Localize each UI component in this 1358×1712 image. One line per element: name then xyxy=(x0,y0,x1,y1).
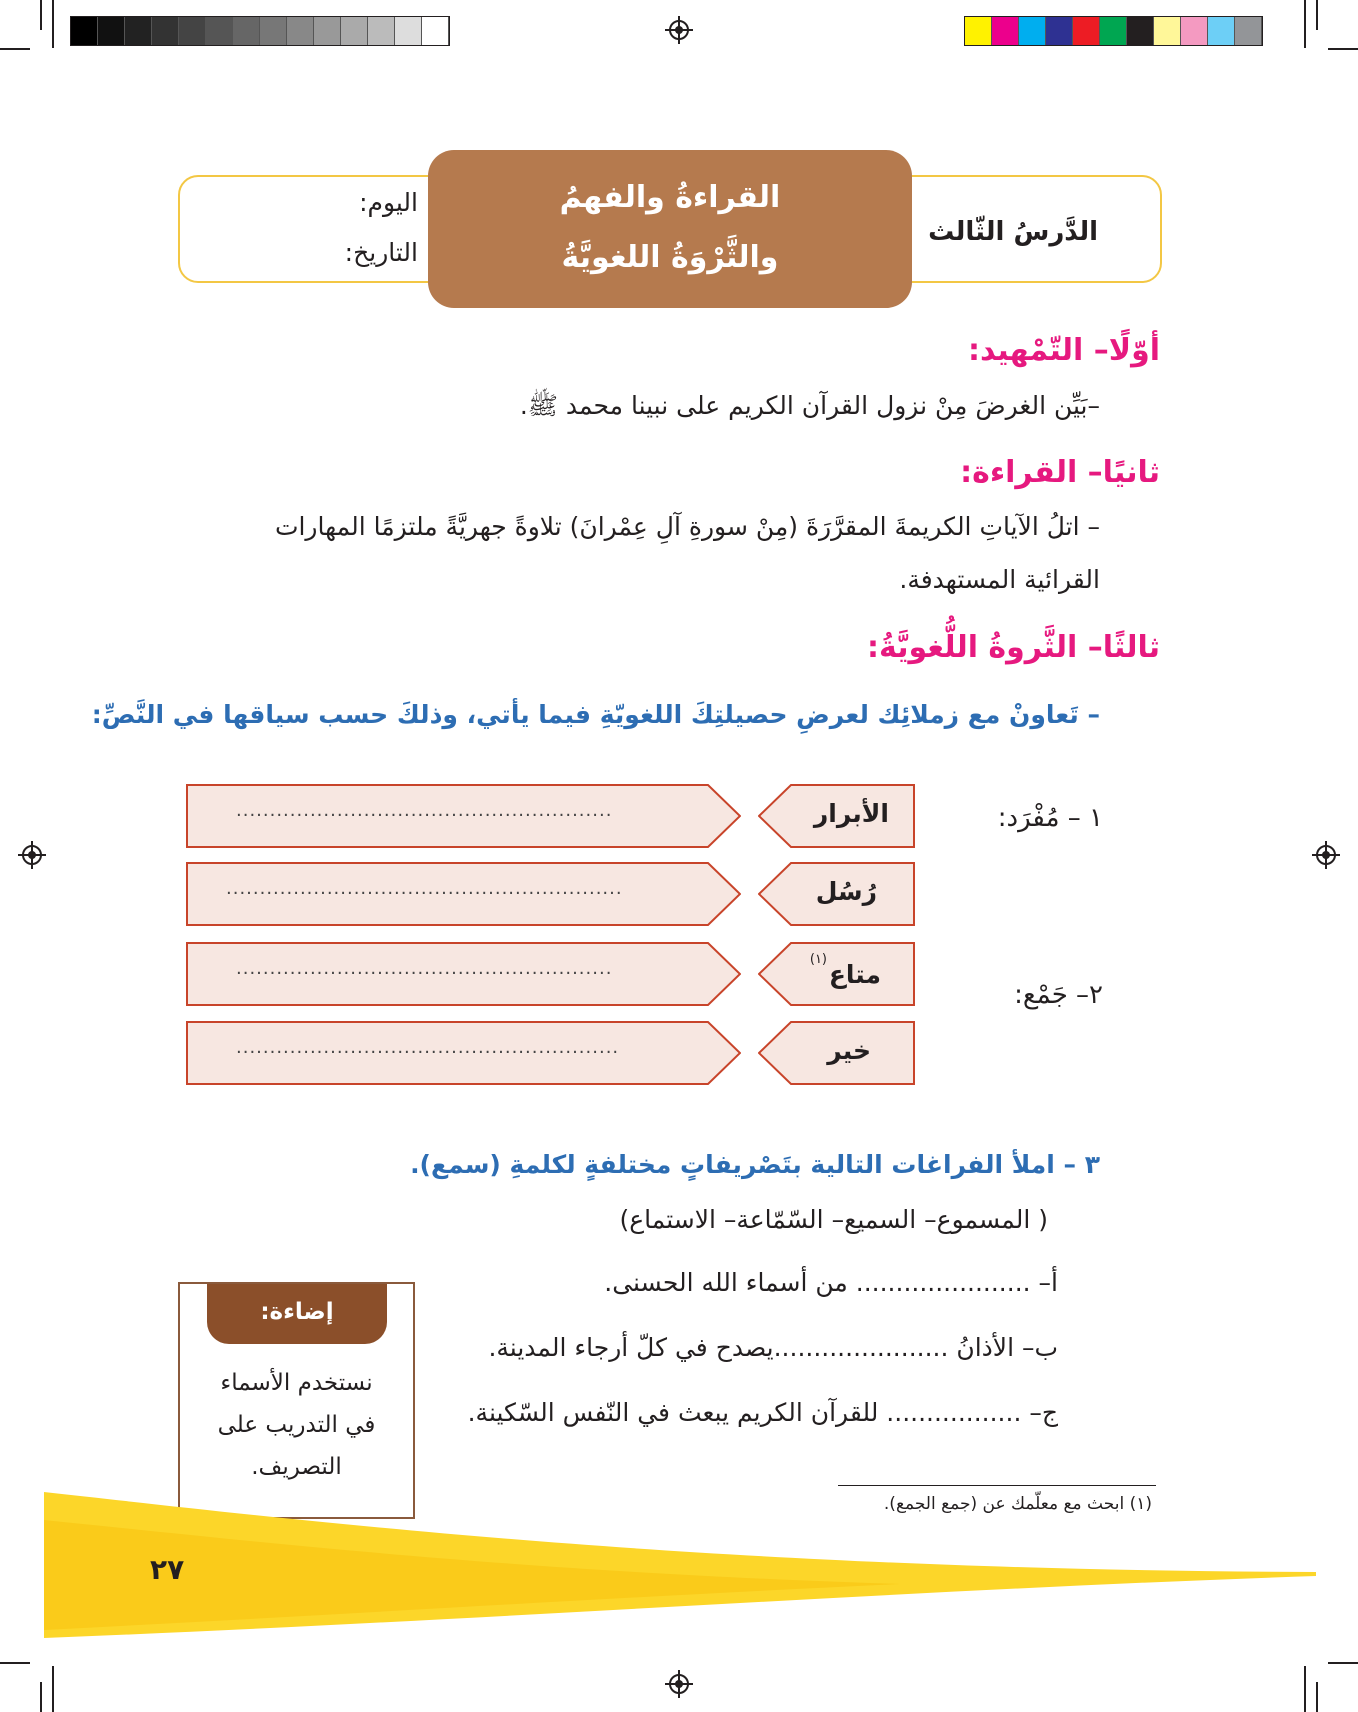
date-label: التاريخ: xyxy=(344,238,418,267)
section-heading-intro: أوّلًا– التّمْهيد: xyxy=(968,333,1160,368)
answer-field[interactable] xyxy=(186,862,741,926)
answer-field[interactable] xyxy=(186,1021,741,1085)
footer-decoration xyxy=(0,1480,1358,1650)
word-text: رُسُل xyxy=(815,877,877,906)
grayscale-bar xyxy=(70,16,450,46)
answer-field[interactable] xyxy=(186,942,741,1006)
word-tag xyxy=(758,942,915,1006)
color-bar xyxy=(964,16,1263,46)
answer-field[interactable] xyxy=(186,784,741,848)
info-box-text xyxy=(180,1362,413,1488)
intro-question: –بَيِّن الغرضَ مِنْ نزول القرآن الكريم على نبينا محمد ﷺ. xyxy=(519,391,1100,420)
answer-dots: ........................................................... xyxy=(226,878,623,899)
reading-text-line2: القرائية المستهدفة. xyxy=(899,565,1100,594)
word-tag xyxy=(758,1021,915,1085)
singular-label: ١ – مُفْرَد: xyxy=(997,803,1103,833)
exercise-3-heading: ٣ – املأ الفراغات التالية بتَصْريفاتٍ مختلفةٍ لكلمةِ (سمع). xyxy=(410,1150,1100,1179)
answer-dots: ......................................................... xyxy=(236,1037,620,1058)
word-text: الأبرار xyxy=(813,799,889,828)
info-box-title: إضاءة: xyxy=(207,1284,387,1344)
registration-mark-left xyxy=(22,845,42,865)
word-tag xyxy=(758,784,915,848)
vocabulary-instruction: – تَعاونْ مع زملائِك لعرضِ حصيلتِكَ اللغويّةِ فيما يأتي، وذلكَ حسب سياقها في النَّصِّ: xyxy=(91,700,1100,729)
answer-dots: ........................................................ xyxy=(236,958,613,979)
info-line: في التدريب على xyxy=(217,1412,376,1438)
reading-text-line1: – اتلُ الآياتِ الكريمةَ المقرَّرَةَ (مِنْ سورةِ آلِ عِمْرانَ) تلاوةً جهريَّةً ملتزمًا المهارات xyxy=(274,512,1100,541)
footnote-marker: (١) xyxy=(809,952,827,967)
footnote: (١) ابحث مع معلّمك عن (جمع الجمع). xyxy=(883,1494,1152,1514)
word-tag xyxy=(758,862,915,926)
day-label: اليوم: xyxy=(359,188,418,217)
word-text: متاع xyxy=(828,960,881,989)
word-text: خير xyxy=(827,1036,871,1065)
section-heading-reading: ثانيًا– القراءة: xyxy=(960,455,1160,490)
lesson-title-line1: القراءةُ والفهمُ xyxy=(559,180,781,215)
exercise-3-item-a: أ– ...................... من أسماء الله الحسنى. xyxy=(604,1268,1058,1297)
lesson-title-banner xyxy=(428,150,912,308)
section-heading-vocabulary: ثالثًا– الثَّروةُ اللُّغويَّةُ: xyxy=(867,630,1160,665)
lesson-number: الدَّرسُ الثّالث xyxy=(928,217,1098,247)
lesson-title-line2: والثَّرْوَةُ اللغويَّةُ xyxy=(561,240,779,275)
exercise-3-options: ( المسموع– السميع– السّمّاعة– الاستماع) xyxy=(619,1205,1048,1234)
registration-mark-bottom xyxy=(669,1674,689,1694)
page-number: ٢٧ xyxy=(150,1553,185,1586)
plural-label: ٢– جَمْع: xyxy=(1014,980,1103,1010)
exercise-3-item-c: ج– ................. للقرآن الكريم يبعث في النّفس السّكينة. xyxy=(467,1398,1058,1427)
registration-mark-right xyxy=(1316,845,1336,865)
exercise-3-item-b: ب– الأذانُ ......................يصدح في كلّ أرجاء المدينة. xyxy=(488,1333,1058,1362)
info-line: نستخدم الأسماء xyxy=(220,1370,373,1396)
answer-dots: ........................................................ xyxy=(236,800,613,821)
registration-mark-top xyxy=(669,20,689,40)
info-line: التصريف. xyxy=(251,1454,342,1480)
